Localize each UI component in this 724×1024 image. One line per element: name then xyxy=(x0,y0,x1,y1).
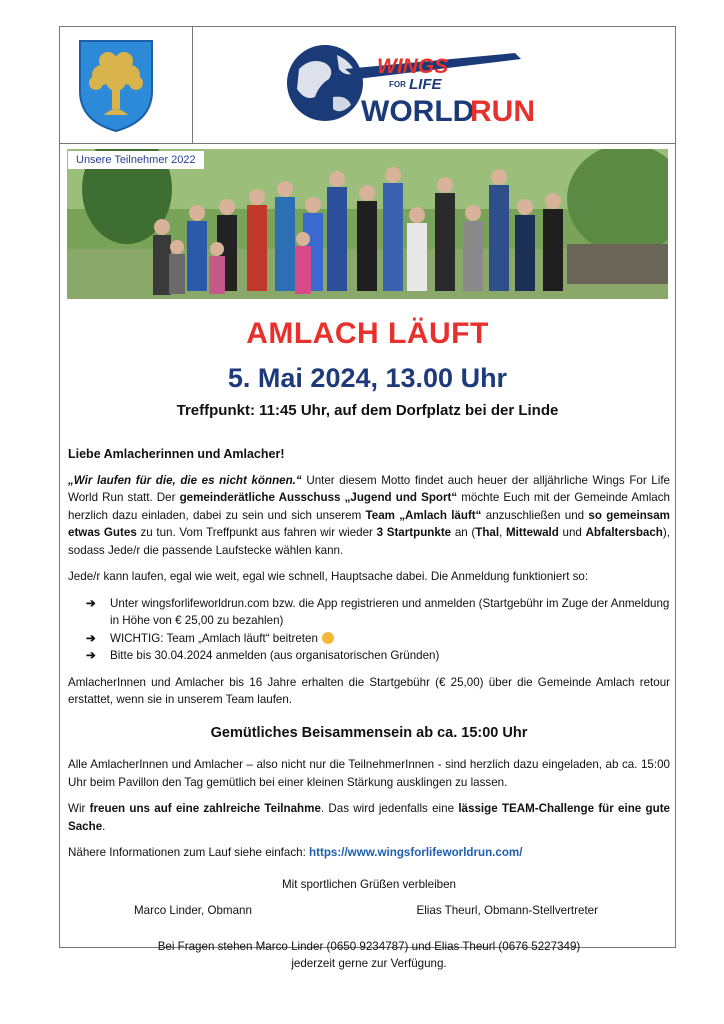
header-divider xyxy=(192,27,193,143)
intro-text-b: möchte Euch mit der Gemeinde Amlach herzlich dazu einladen, dabei zu sein und sich unserem xyxy=(68,491,670,522)
info-paragraph xyxy=(68,844,670,862)
intro-comma: , xyxy=(499,526,507,539)
step-text: Unter wingsforlifeworldrun.com bzw. die App registrieren und anmelden (Startgebühr im Zuge der Anmeldung in Höhe von € 25,00 zu bezahlen) xyxy=(110,596,670,627)
arrow-icon: ➔ xyxy=(86,631,96,645)
main-title: AMLACH LÄUFT xyxy=(246,317,489,350)
list-item xyxy=(68,595,670,630)
photo-caption: Unsere Teilnehmer 2022 xyxy=(68,151,204,169)
gathering-heading: Gemütliches Beisammensein ab ca. 15:00 Uhr xyxy=(210,724,528,741)
smiley-icon xyxy=(322,632,334,644)
committee-name: gemeinderätliche Ausschuss „Jugend und Sport“ xyxy=(179,491,458,504)
event-date: 5. Mai 2024, 13.00 Uhr xyxy=(227,363,508,393)
start-mittewald: Mittewald xyxy=(506,526,559,539)
list-item xyxy=(68,630,670,648)
part-text-a: Wir xyxy=(68,802,90,815)
part-bold-b: freuen uns auf eine zahlreiche Teilnahme xyxy=(89,802,321,815)
motto: „Wir laufen für die, die es nicht können.“ xyxy=(68,473,302,487)
step-text: WICHTIG: Team „Amlach läuft“ beitreten xyxy=(110,631,318,645)
intro-und: und xyxy=(558,526,586,539)
team-photo xyxy=(67,149,668,299)
step-text: Bitte bis 30.04.2024 anmelden (aus organisatorischen Gründen) xyxy=(110,649,440,662)
youth-refund: AmlacherInnen und Amlacher bis 16 Jahre erhalten die Startgebühr (€ 25,00) über die Gemeinde Amlach retour erstattet, wenn sie in unserem Team laufen. xyxy=(68,675,670,706)
logo-life: LIFE xyxy=(409,76,442,93)
logo-for: FOR xyxy=(389,80,406,89)
website-link[interactable]: https://www.wingsforlifeworldrun.com/ xyxy=(309,846,523,859)
team-name: Team „Amlach läuft“ xyxy=(365,508,482,522)
part-text-c: . Das wird jedenfalls eine xyxy=(320,802,459,815)
start-thal: Thal xyxy=(475,526,500,539)
start-abfaltersbach: Abfaltersbach xyxy=(585,526,663,539)
registration-steps xyxy=(68,595,670,665)
intro-text-c: anzuschließen und xyxy=(481,508,589,522)
intro-text-a: Unter diesem Motto findet auch heuer der alljährliche Wings For Life World Run statt. Der xyxy=(68,473,670,504)
wings-for-life-logo xyxy=(285,39,537,129)
signature-left: Marco Linder, Obmann xyxy=(134,904,252,917)
header xyxy=(60,27,675,144)
intro-text-f: ), sodass Jede/r die passende Laufstecke wählen kann. xyxy=(68,526,670,557)
crest-icon xyxy=(78,39,154,133)
intro-text-e: an ( xyxy=(451,526,476,539)
registration-intro: Jede/r kann laufen, egal wie weit, egal wie schnell, Hauptsache dabei. Die Anmeldung funktioniert so: xyxy=(68,570,589,583)
intro-text-d: zu tun. Vom Treffpunkt aus fahren wir wieder xyxy=(136,526,377,539)
start-points: 3 Startpunkte xyxy=(376,526,452,539)
signature-right: Elias Theurl, Obmann-Stellvertreter xyxy=(416,904,598,917)
list-item xyxy=(68,647,670,665)
signatures xyxy=(68,902,670,920)
flyer-frame xyxy=(59,26,676,970)
arrow-icon: ➔ xyxy=(86,649,96,662)
part-bold-d: lässige TEAM-Challenge für eine gute Sache xyxy=(68,802,671,833)
logo-world: WORLD xyxy=(361,95,475,128)
logo-wings: WINGS xyxy=(377,55,449,78)
gathering-paragraph: Alle AmlacherInnen und Amlacher – also nicht nur die TeilnehmerInnen - sind herzlich dazu eingeladen, ab ca. 15:00 Uhr beim Pavillon den Tag gemütlich bei einer kleinen Stärkung ausklingen zu lassen. xyxy=(68,758,670,789)
info-text: Nähere Informationen zum Lauf siehe einfach: xyxy=(68,846,310,859)
logo-run: RUN xyxy=(470,95,535,128)
contact-line-1: Bei Fragen stehen Marco Linder (0650 9234787) und Elias Theurl (0676 5227349) xyxy=(157,939,581,953)
meeting-point: Treffpunkt: 11:45 Uhr, auf dem Dorfplatz bei der Linde xyxy=(176,402,559,419)
participation-paragraph xyxy=(68,800,670,835)
greeting: Liebe Amlacherinnen und Amlacher! xyxy=(68,447,285,461)
good-cause: so gemeinsam etwas Gutes xyxy=(68,508,670,539)
intro-paragraph xyxy=(68,472,670,560)
part-text-e: . xyxy=(102,819,106,833)
contact-line-2: jederzeit gerne zur Verfügung. xyxy=(291,957,447,970)
letter-body xyxy=(68,446,670,973)
arrow-icon: ➔ xyxy=(86,596,96,610)
closing: Mit sportlichen Grüßen verbleiben xyxy=(282,877,456,891)
